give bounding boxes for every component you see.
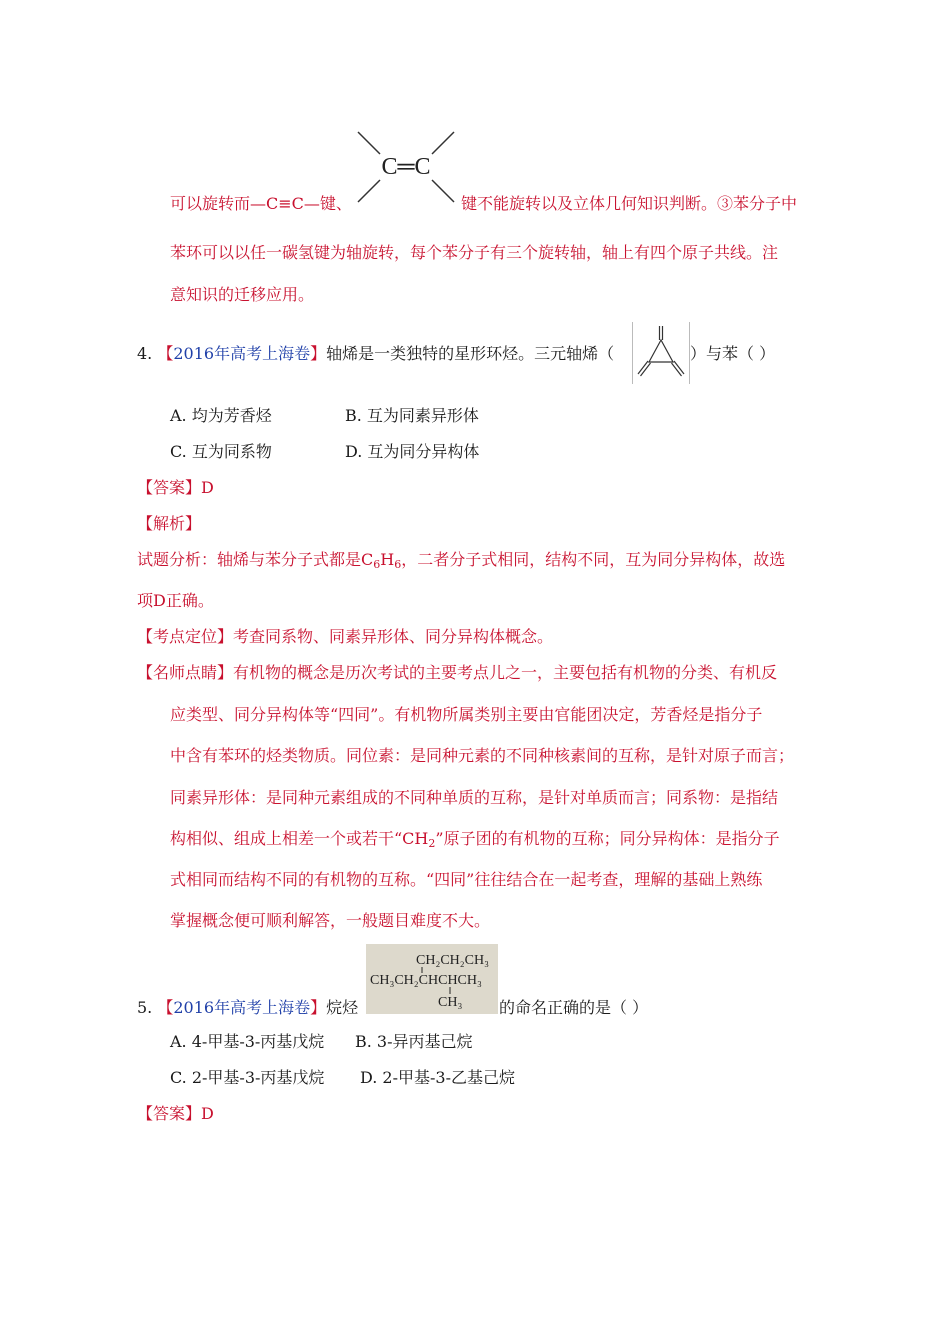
q4-stem — [137, 344, 614, 364]
q5-answer-value: D — [201, 1104, 214, 1123]
q4-keypoint: 【考点定位】考查同系物、同素异形体、同分异构体概念。 — [137, 627, 554, 646]
q5-option-b: B. 3-异丙基己烷 — [355, 1032, 473, 1051]
q4-analysis-line1: 试题分析：轴烯与苯分子式都是$C_6H_6$，二者分子式相同，结构不同，互为同分异构体，故选 — [137, 550, 786, 571]
cc-figure-text: C═C — [381, 154, 431, 180]
q5-option-a: A. 4-甲基-3-丙基戊烷 — [170, 1032, 325, 1051]
cont-line3: 意知识的迁移应用。 — [170, 285, 315, 304]
q5-stem-text: 烷烃 — [326, 998, 359, 1017]
q4-option-d: D. 互为同分异构体 — [345, 442, 480, 461]
q4-analysis-label: 【解析】 — [137, 514, 202, 533]
alkane-top-text: CH₂CH₂CH₃ — [416, 953, 489, 968]
q4-option-c: C. 互为同系物 — [170, 442, 272, 461]
q4-answer-value: D — [201, 478, 214, 497]
q4-option-a: A. 均为芳香烃 — [170, 406, 272, 425]
q4-teacher-tip-line7: 掌握概念便可顺利解答，一般题目难度不大。 — [170, 911, 491, 930]
alkane-bottom-text: CH₃ — [438, 995, 463, 1010]
q4-teacher-tip-line6: 式相同而结构不同的有机物的互称。“四同”往往结合在一起考查，理解的基础上熟练 — [170, 870, 763, 889]
q4-stem-end: ）与苯（ ） — [690, 344, 776, 363]
q4-analysis-line2: 项D正确。 — [137, 591, 214, 610]
q5-stem-end: 的命名正确的是（ ） — [499, 998, 649, 1017]
q4-teacher-tip-line3: 中含有苯环的烃类物质。同位素：是同种元素的不同种核素间的互称，是针对原子而言； — [170, 746, 795, 765]
q4-teacher-tip-line4: 同素异形体：是同种元素组成的不同种单质的互称，是针对单质而言；同系物：是指结 — [170, 788, 779, 807]
q4-stem-text: 轴烯是一类独特的星形环烃。三元轴烯（ — [326, 344, 615, 363]
q4-source: 【2016年高考上海卷】 — [157, 344, 327, 363]
alkane-structure-figure — [366, 944, 498, 1014]
q4-number: 4. — [137, 344, 153, 363]
q4-teacher-tip-line1: 【名师点睛】有机物的概念是历次考试的主要考点儿之一，主要包括有机物的分类、有机反 — [137, 663, 778, 682]
q4-answer: 【答案】D — [137, 478, 214, 497]
q5-option-d: D. 2-甲基-3-乙基己烷 — [360, 1068, 516, 1087]
alkane-main-text: CH₃CH₂CHCHCH₃ — [370, 973, 482, 988]
cont-line1b: 键不能旋转以及立体几何知识判断。③苯分子中 — [461, 194, 798, 213]
q5-number: 5. — [137, 998, 153, 1017]
q5-source: 【2016年高考上海卷】 — [157, 998, 327, 1017]
q4-teacher-tip-line5: 构相似、组成上相差一个或若干“$CH_2$”原子团的有机物的互称；同分异构体：是指分子 — [170, 829, 780, 850]
q5-option-c: C. 2-甲基-3-丙基戊烷 — [170, 1068, 325, 1087]
q5-answer: 【答案】D — [137, 1104, 214, 1123]
cc-double-bond-figure — [352, 128, 460, 208]
cont-line2: 苯环可以以任一碳氢键为轴旋转，每个苯分子有三个旋转轴，轴上有四个原子共线。注 — [170, 243, 779, 262]
radialene-figure — [632, 322, 690, 384]
cont-line1a: 可以旋转而—C≡C—键、 — [170, 194, 352, 213]
q5-stem — [137, 998, 358, 1018]
q4-teacher-tip-line2: 应类型、同分异构体等“四同”。有机物所属类别主要由官能团决定，芳香烃是指分子 — [170, 705, 763, 724]
q4-option-b: B. 互为同素异形体 — [345, 406, 479, 425]
